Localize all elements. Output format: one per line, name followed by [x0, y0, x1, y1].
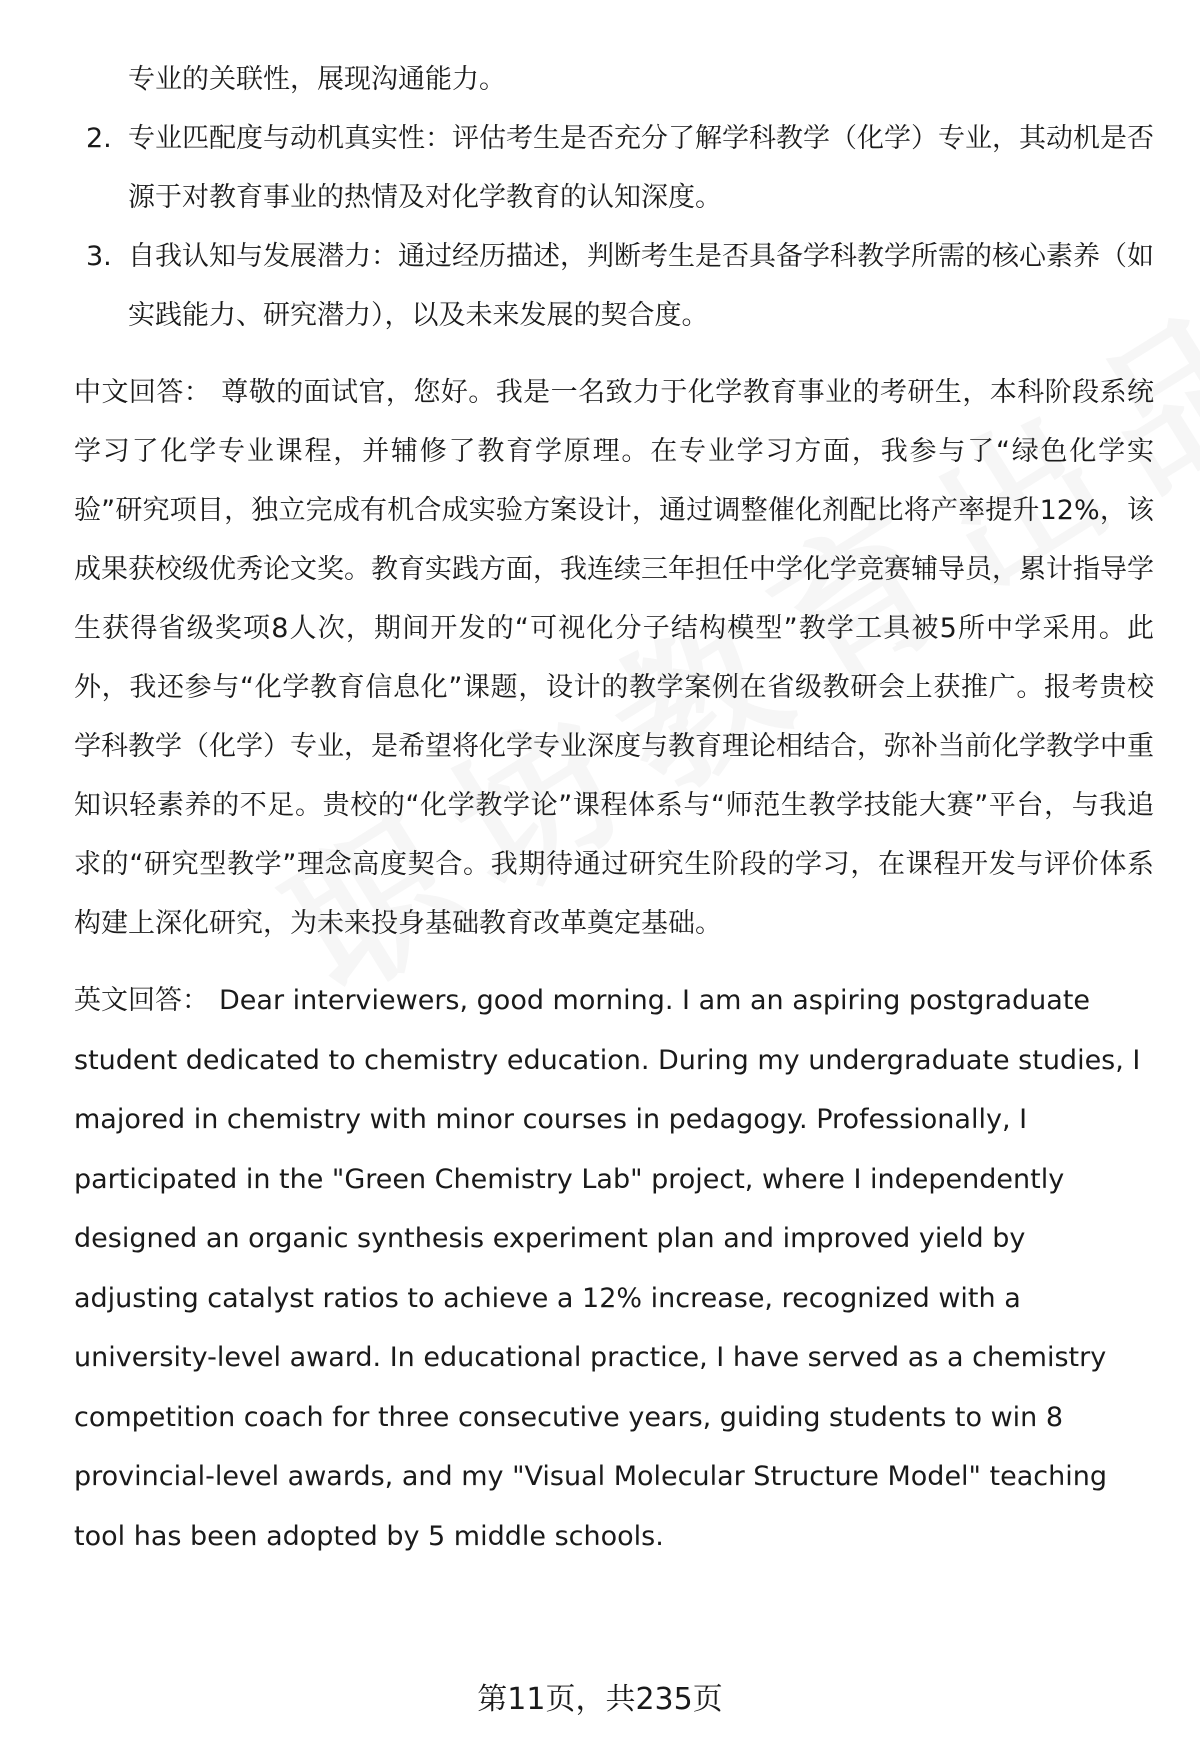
criteria-item-2	[74, 109, 1154, 227]
page-number-footer: 第11页，共235页	[477, 1682, 723, 1717]
criteria-item-2-text: 专业匹配度与动机真实性：评估考生是否充分了解学科教学（化学）专业，其动机是否源于对教育事业的热情及对化学教育的认知深度。	[128, 123, 1154, 213]
criteria-item-3	[74, 227, 1154, 345]
document-content	[74, 50, 1154, 1566]
criteria-item-3-number: 3.	[86, 241, 112, 272]
criteria-item-1-continuation: 专业的关联性，展现沟通能力。	[128, 64, 506, 95]
chinese-answer-label: 中文回答：	[74, 377, 212, 408]
criteria-item-3-text: 自我认知与发展潜力：通过经历描述，判断考生是否具备学科教学所需的核心素养（如实践能力、研究潜力），以及未来发展的契合度。	[128, 241, 1154, 331]
english-answer-label: 英文回答：	[74, 985, 209, 1016]
english-answer-paragraph	[74, 971, 1154, 1566]
english-answer-text: Dear interviewers, good morning. I am an aspiring postgraduate student dedicated to chemistry education. During my undergraduate studies, I majored in chemistry with minor courses in pedagogy. Professionally, I participated in the "Green Chemistry Lab" project, where I independently designed an organic synthesis experiment plan and improved yield by adjusting catalyst ratios to achieve a 12% increase, recognized with a university-level award. In educational practice, I have served as a chemistry competition coach for three consecutive years, guiding students to win 8 provincial-level awards, and my "Visual Molecular Structure Model" teaching tool has been adopted by 5 middle schools.	[74, 985, 1141, 1552]
chinese-answer-text: 尊敬的面试官，您好。我是一名致力于化学教育事业的考研生，本科阶段系统学习了化学专业课程，并辅修了教育学原理。在专业学习方面，我参与了“绿色化学实验”研究项目，独立完成有机合成实验方案设计，通过调整催化剂配比将产率提升12%，该成果获校级优秀论文奖。教育实践方面，我连续三年担任中学化学竞赛辅导员，累计指导学生获得省级奖项8人次，期间开发的“可视化分子结构模型”教学工具被5所中学采用。此外，我还参与“化学教育信息化”课题，设计的教学案例在省级教研会上获推广。报考贵校学科教学（化学）专业，是希望将化学专业深度与教育理论相结合，弥补当前化学教学中重知识轻素养的不足。贵校的“化学教学论”课程体系与“师范生教学技能大赛”平台，与我追求的“研究型教学”理念高度契合。我期待通过研究生阶段的学习，在课程开发与评价体系构建上深化研究，为未来投身基础教育改革奠定基础。	[74, 377, 1155, 939]
chinese-answer-paragraph	[74, 363, 1154, 953]
criteria-item-2-number: 2.	[86, 123, 112, 154]
